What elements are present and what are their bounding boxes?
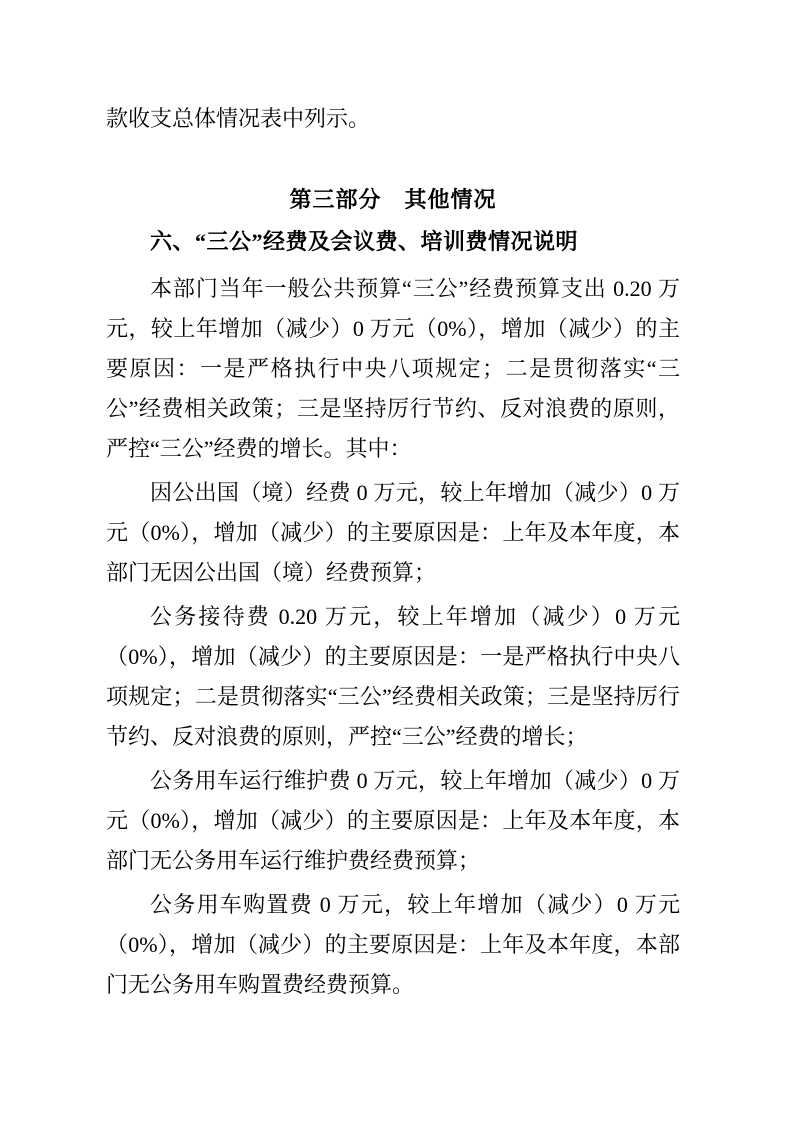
paragraph-three-public-summary: 本部门当年一般公共预算“三公”经费预算支出 0.20 万元，较上年增加（减少）0 万元（0%），增加（减少）的主要原因：一是严格执行中央八项规定；二是贯彻落实“三公”经费相关政策；三是坚持厉行节约、反对浪费的原则，严控“三公”经费的增长。其中： — [106, 276, 680, 461]
section-heading: 第三部分 其他情况 — [289, 187, 497, 212]
paragraph-vehicle-purchase: 公务用车购置费 0 万元，较上年增加（减少）0 万元（0%），增加（减少）的主要原因是：上年及本年度，本部门无公务用车购置费经费预算。 — [106, 892, 680, 997]
sub-heading: 六、“三公”经费及会议费、培训费情况说明 — [150, 229, 579, 254]
paragraph-official-reception: 公务接待费 0.20 万元，较上年增加（减少）0 万元（0%），增加（减少）的主要原因是：一是严格执行中央八项规定；二是贯彻落实“三公”经费相关政策；三是坚持厉行节约、反对浪费的原则，严控“三公”经费的增长； — [106, 604, 680, 749]
paragraph-overseas-travel: 因公出国（境）经费 0 万元，较上年增加（减少）0 万元（0%），增加（减少）的主要原因是：上年及本年度，本部门无因公出国（境）经费预算； — [106, 480, 680, 585]
document-body — [106, 99, 680, 1005]
paragraph-vehicle-operation-maintenance: 公务用车运行维护费 0 万元，较上年增加（减少）0 万元（0%），增加（减少）的主要原因是：上年及本年度，本部门无公务用车运行维护费经费预算； — [106, 768, 680, 873]
leading-paragraph: 款收支总体情况表中列示。 — [106, 106, 371, 131]
